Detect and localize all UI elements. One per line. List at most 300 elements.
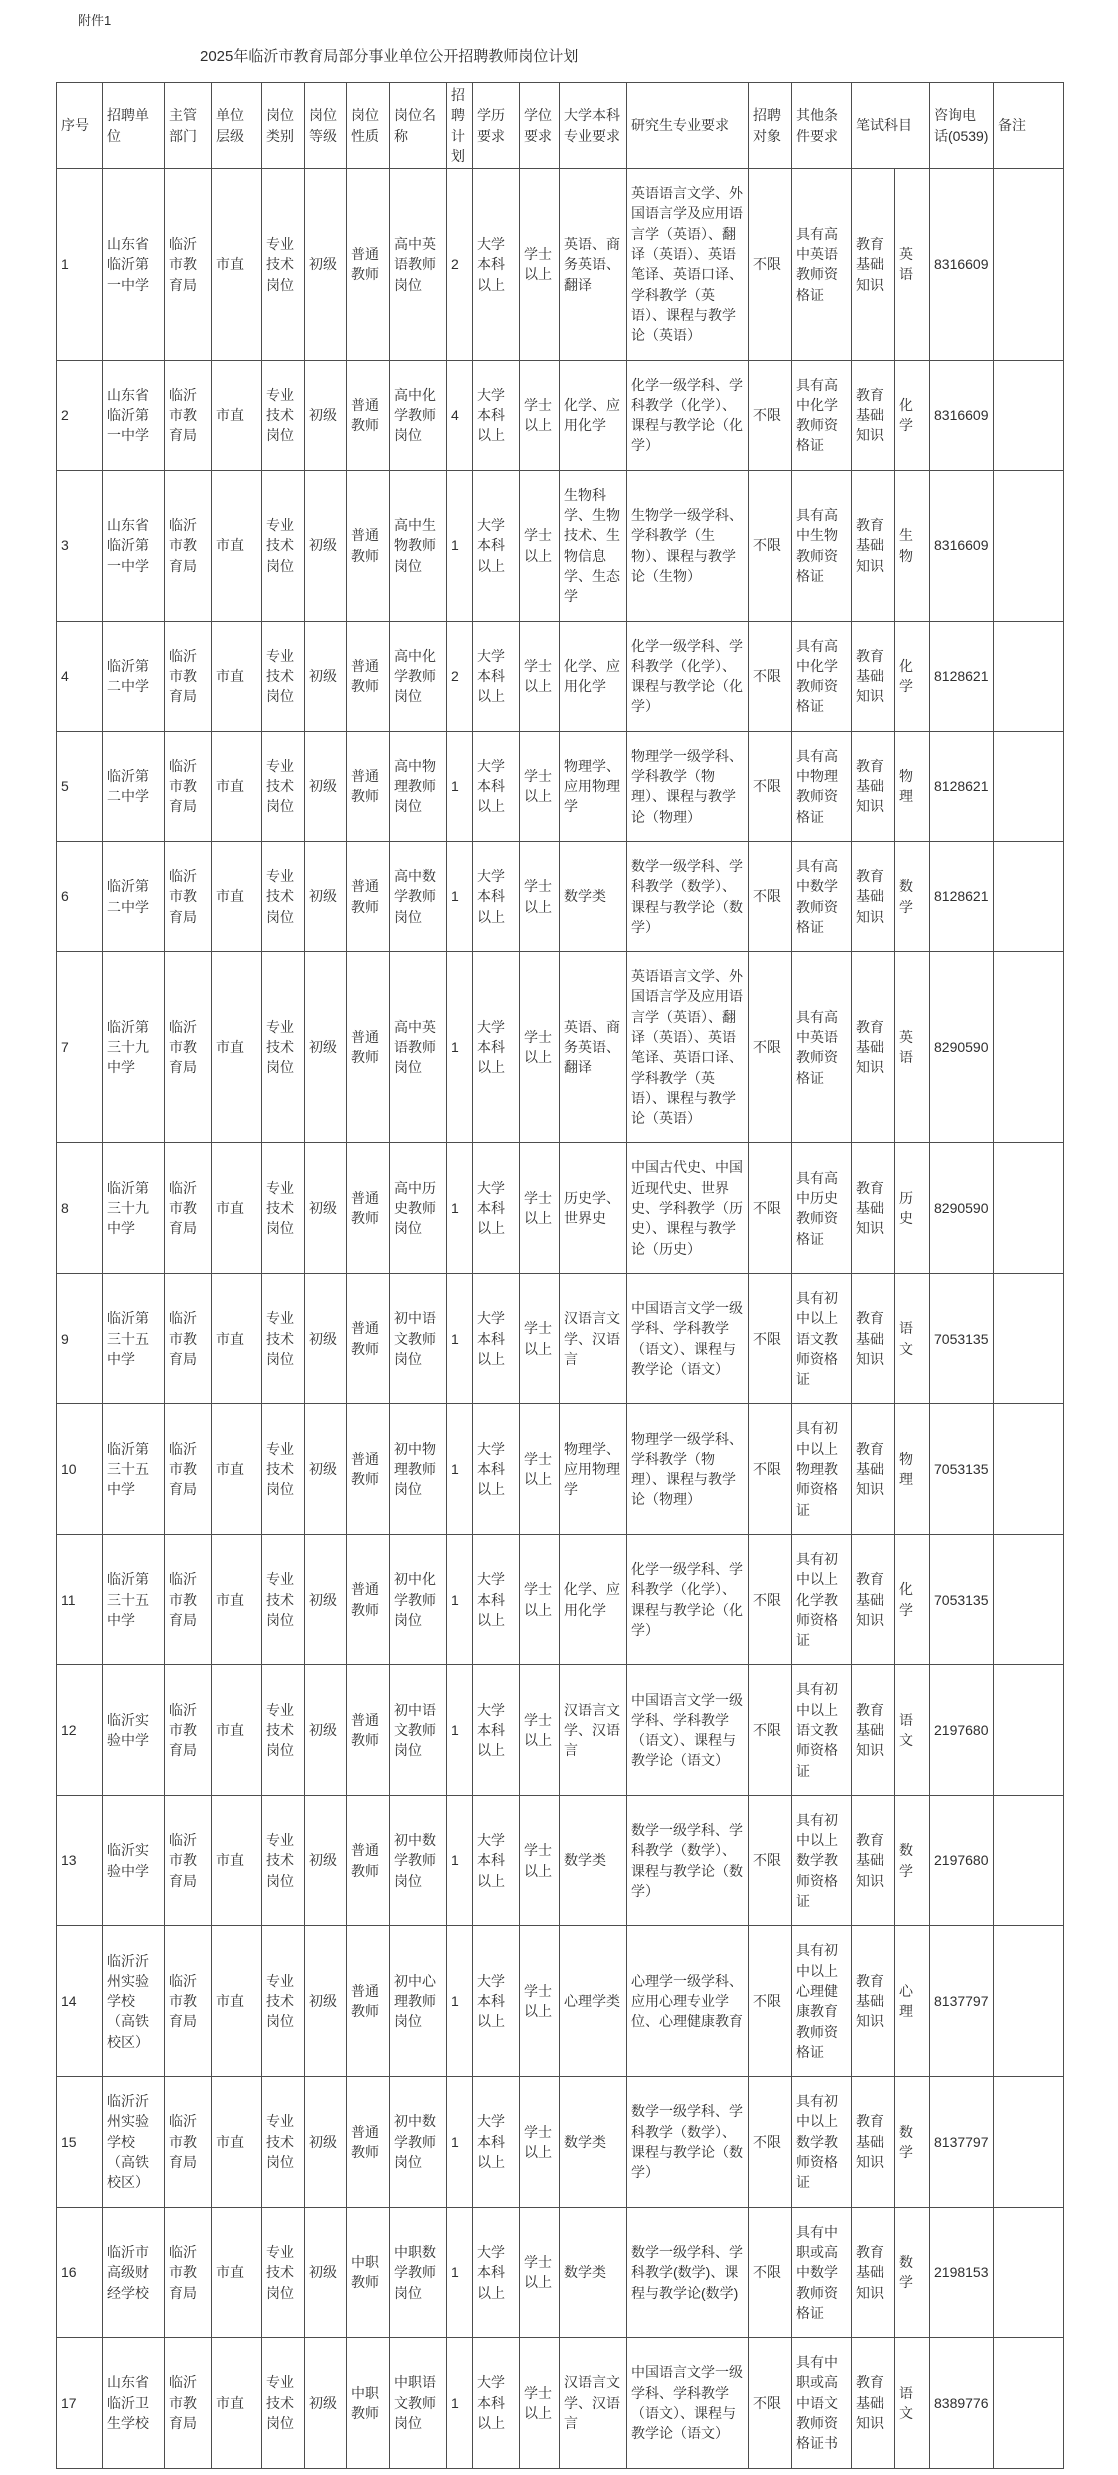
cell-remark (994, 621, 1064, 731)
cell-plan: 1 (447, 1926, 473, 2077)
cell-graduate-major: 中国语言文学一级学科、学科教学（语文）、课程与教学论（语文） (627, 2338, 749, 2468)
cell-target: 不限 (749, 2077, 792, 2207)
recruitment-table (56, 82, 1064, 2469)
cell-written-subject-base: 教育基础知识 (852, 1926, 895, 2077)
cell-undergrad-major: 生物科学、生物技术、生物信息学、生态学 (560, 470, 627, 621)
cell-position: 高中化学教师岗位 (390, 360, 447, 470)
table-row (57, 1273, 1064, 1403)
cell-nature: 普通教师 (347, 1665, 390, 1795)
cell-plan: 4 (447, 360, 473, 470)
table-row (57, 841, 1064, 951)
cell-level: 市直 (212, 360, 262, 470)
cell-plan: 2 (447, 621, 473, 731)
cell-undergrad-major: 数学类 (560, 1795, 627, 1925)
cell-phone: 2198153 (930, 2207, 994, 2337)
cell-category: 专业技术岗位 (262, 1273, 305, 1403)
cell-category: 专业技术岗位 (262, 841, 305, 951)
cell-target: 不限 (749, 621, 792, 731)
cell-target: 不限 (749, 1404, 792, 1534)
cell-level: 市直 (212, 2077, 262, 2207)
table-row (57, 1795, 1064, 1925)
cell-level: 市直 (212, 1665, 262, 1795)
cell-graduate-major: 数学一级学科、学科教学（数学）、课程与教学论（数学） (627, 2077, 749, 2207)
cell-other-requirements: 具有初中以上心理健康教育教师资格证 (792, 1926, 852, 2077)
th-seq: 序号 (57, 83, 103, 169)
table-row (57, 2077, 1064, 2207)
table-body (57, 169, 1064, 2468)
cell-remark (994, 1273, 1064, 1403)
cell-degree: 学士以上 (520, 2338, 560, 2468)
cell-unit: 临沂实验中学 (103, 1665, 165, 1795)
cell-category: 专业技术岗位 (262, 731, 305, 841)
cell-degree: 学士以上 (520, 470, 560, 621)
cell-position: 高中物理教师岗位 (390, 731, 447, 841)
cell-degree: 学士以上 (520, 841, 560, 951)
cell-education: 大学本科以上 (473, 621, 520, 731)
table-row (57, 470, 1064, 621)
cell-grade: 初级 (305, 621, 347, 731)
cell-nature: 普通教师 (347, 1404, 390, 1534)
cell-degree: 学士以上 (520, 1273, 560, 1403)
cell-plan: 1 (447, 731, 473, 841)
cell-target: 不限 (749, 952, 792, 1143)
th-grade: 岗位等级 (305, 83, 347, 169)
cell-level: 市直 (212, 1926, 262, 2077)
cell-written-subject-base: 教育基础知识 (852, 2077, 895, 2207)
table-row (57, 169, 1064, 360)
cell-position: 高中历史教师岗位 (390, 1143, 447, 1273)
cell-grade: 初级 (305, 1665, 347, 1795)
cell-other-requirements: 具有初中以上语文教师资格证 (792, 1273, 852, 1403)
cell-level: 市直 (212, 470, 262, 621)
cell-unit: 山东省临沂卫生学校 (103, 2338, 165, 2468)
th-nature: 岗位性质 (347, 83, 390, 169)
th-category: 岗位类别 (262, 83, 305, 169)
cell-grade: 初级 (305, 360, 347, 470)
cell-phone: 8128621 (930, 621, 994, 731)
cell-written-subject: 英语 (895, 952, 930, 1143)
cell-education: 大学本科以上 (473, 952, 520, 1143)
cell-seq: 9 (57, 1273, 103, 1403)
cell-undergrad-major: 数学类 (560, 2077, 627, 2207)
cell-education: 大学本科以上 (473, 470, 520, 621)
header-row (57, 83, 1064, 169)
cell-seq: 17 (57, 2338, 103, 2468)
cell-nature: 普通教师 (347, 1534, 390, 1664)
cell-position: 初中化学教师岗位 (390, 1534, 447, 1664)
cell-education: 大学本科以上 (473, 1795, 520, 1925)
cell-degree: 学士以上 (520, 1926, 560, 2077)
cell-category: 专业技术岗位 (262, 470, 305, 621)
cell-phone: 8137797 (930, 1926, 994, 2077)
cell-remark (994, 1795, 1064, 1925)
cell-education: 大学本科以上 (473, 841, 520, 951)
th-phone: 咨询电话(0539) (930, 83, 994, 169)
cell-plan: 1 (447, 2338, 473, 2468)
cell-undergrad-major: 心理学类 (560, 1926, 627, 2077)
cell-graduate-major: 中国语言文学一级学科、学科教学（语文）、课程与教学论（语文） (627, 1665, 749, 1795)
cell-education: 大学本科以上 (473, 1273, 520, 1403)
cell-nature: 普通教师 (347, 621, 390, 731)
cell-written-subject-base: 教育基础知识 (852, 731, 895, 841)
cell-department: 临沂市教育局 (165, 2338, 212, 2468)
cell-other-requirements: 具有高中化学教师资格证 (792, 360, 852, 470)
cell-seq: 8 (57, 1143, 103, 1273)
cell-target: 不限 (749, 1143, 792, 1273)
cell-written-subject-base: 教育基础知识 (852, 470, 895, 621)
cell-other-requirements: 具有初中以上数学教师资格证 (792, 1795, 852, 1925)
cell-degree: 学士以上 (520, 1143, 560, 1273)
cell-written-subject-base: 教育基础知识 (852, 841, 895, 951)
cell-written-subject: 化学 (895, 1534, 930, 1664)
cell-seq: 10 (57, 1404, 103, 1534)
cell-level: 市直 (212, 1404, 262, 1534)
cell-target: 不限 (749, 2207, 792, 2337)
page-title: 2025年临沂市教育局部分事业单位公开招聘教师岗位计划 (200, 48, 579, 65)
cell-undergrad-major: 数学类 (560, 2207, 627, 2337)
cell-category: 专业技术岗位 (262, 360, 305, 470)
cell-degree: 学士以上 (520, 952, 560, 1143)
th-degree: 学位要求 (520, 83, 560, 169)
cell-grade: 初级 (305, 1273, 347, 1403)
cell-department: 临沂市教育局 (165, 2077, 212, 2207)
cell-department: 临沂市教育局 (165, 952, 212, 1143)
cell-department: 临沂市教育局 (165, 1534, 212, 1664)
cell-category: 专业技术岗位 (262, 169, 305, 360)
th-unit: 招聘单位 (103, 83, 165, 169)
cell-department: 临沂市教育局 (165, 1143, 212, 1273)
cell-seq: 6 (57, 841, 103, 951)
cell-department: 临沂市教育局 (165, 1926, 212, 2077)
cell-grade: 初级 (305, 731, 347, 841)
cell-category: 专业技术岗位 (262, 1404, 305, 1534)
table-row (57, 1143, 1064, 1273)
cell-undergrad-major: 汉语言文学、汉语言 (560, 1665, 627, 1795)
cell-grade: 初级 (305, 2077, 347, 2207)
cell-phone: 8290590 (930, 952, 994, 1143)
table-row (57, 2338, 1064, 2468)
cell-graduate-major: 数学一级学科、学科教学（数学）、课程与教学论（数学） (627, 1795, 749, 1925)
cell-seq: 11 (57, 1534, 103, 1664)
cell-seq: 4 (57, 621, 103, 731)
cell-category: 专业技术岗位 (262, 952, 305, 1143)
table-row (57, 360, 1064, 470)
cell-position: 初中数学教师岗位 (390, 2077, 447, 2207)
cell-seq: 7 (57, 952, 103, 1143)
cell-remark (994, 1143, 1064, 1273)
cell-seq: 5 (57, 731, 103, 841)
cell-position: 初中物理教师岗位 (390, 1404, 447, 1534)
cell-phone: 8389776 (930, 2338, 994, 2468)
th-position: 岗位名称 (390, 83, 447, 169)
cell-written-subject-base: 教育基础知识 (852, 360, 895, 470)
cell-level: 市直 (212, 1795, 262, 1925)
cell-undergrad-major: 化学、应用化学 (560, 621, 627, 731)
cell-unit: 山东省临沂第一中学 (103, 470, 165, 621)
cell-written-subject: 语文 (895, 2338, 930, 2468)
cell-written-subject: 心理 (895, 1926, 930, 2077)
cell-education: 大学本科以上 (473, 169, 520, 360)
cell-position: 中职语文教师岗位 (390, 2338, 447, 2468)
cell-other-requirements: 具有初中以上数学教师资格证 (792, 2077, 852, 2207)
cell-position: 高中数学教师岗位 (390, 841, 447, 951)
cell-education: 大学本科以上 (473, 2207, 520, 2337)
cell-undergrad-major: 汉语言文学、汉语言 (560, 2338, 627, 2468)
cell-grade: 初级 (305, 169, 347, 360)
cell-degree: 学士以上 (520, 621, 560, 731)
cell-level: 市直 (212, 621, 262, 731)
table-row (57, 1534, 1064, 1664)
cell-position: 高中化学教师岗位 (390, 621, 447, 731)
cell-undergrad-major: 物理学、应用物理学 (560, 731, 627, 841)
cell-nature: 中职教师 (347, 2207, 390, 2337)
cell-written-subject-base: 教育基础知识 (852, 1143, 895, 1273)
cell-undergrad-major: 英语、商务英语、翻译 (560, 952, 627, 1143)
cell-level: 市直 (212, 2338, 262, 2468)
cell-grade: 初级 (305, 1926, 347, 2077)
cell-category: 专业技术岗位 (262, 621, 305, 731)
cell-written-subject: 物理 (895, 731, 930, 841)
cell-grade: 初级 (305, 841, 347, 951)
cell-phone: 8316609 (930, 360, 994, 470)
cell-category: 专业技术岗位 (262, 2207, 305, 2337)
cell-written-subject-base: 教育基础知识 (852, 1273, 895, 1403)
cell-other-requirements: 具有初中以上化学教师资格证 (792, 1534, 852, 1664)
cell-category: 专业技术岗位 (262, 1926, 305, 2077)
th-level: 单位层级 (212, 83, 262, 169)
cell-target: 不限 (749, 1795, 792, 1925)
cell-grade: 初级 (305, 2207, 347, 2337)
cell-nature: 普通教师 (347, 1273, 390, 1403)
cell-undergrad-major: 化学、应用化学 (560, 1534, 627, 1664)
th-education: 学历要求 (473, 83, 520, 169)
cell-other-requirements: 具有高中数学教师资格证 (792, 841, 852, 951)
cell-other-requirements: 具有初中以上物理教师资格证 (792, 1404, 852, 1534)
cell-written-subject-base: 教育基础知识 (852, 169, 895, 360)
cell-other-requirements: 具有中职或高中语文教师资格证书 (792, 2338, 852, 2468)
cell-seq: 16 (57, 2207, 103, 2337)
cell-phone: 8128621 (930, 731, 994, 841)
cell-category: 专业技术岗位 (262, 1534, 305, 1664)
cell-education: 大学本科以上 (473, 2338, 520, 2468)
table-row (57, 621, 1064, 731)
cell-unit: 临沂沂州实验学校（高铁校区） (103, 1926, 165, 2077)
attachment-label: 附件1 (78, 13, 112, 28)
cell-level: 市直 (212, 841, 262, 951)
cell-other-requirements: 具有高中生物教师资格证 (792, 470, 852, 621)
cell-grade: 初级 (305, 1143, 347, 1273)
cell-plan: 1 (447, 952, 473, 1143)
cell-remark (994, 952, 1064, 1143)
cell-degree: 学士以上 (520, 731, 560, 841)
cell-unit: 临沂第三十五中学 (103, 1404, 165, 1534)
cell-degree: 学士以上 (520, 360, 560, 470)
cell-written-subject-base: 教育基础知识 (852, 1665, 895, 1795)
cell-position: 高中英语教师岗位 (390, 952, 447, 1143)
cell-education: 大学本科以上 (473, 2077, 520, 2207)
th-remark: 备注 (994, 83, 1064, 169)
cell-nature: 普通教师 (347, 169, 390, 360)
table-row (57, 952, 1064, 1143)
cell-remark (994, 731, 1064, 841)
cell-written-subject: 化学 (895, 621, 930, 731)
cell-written-subject-base: 教育基础知识 (852, 952, 895, 1143)
th-written-subject: 笔试科目 (852, 83, 930, 169)
cell-plan: 1 (447, 2207, 473, 2337)
cell-level: 市直 (212, 952, 262, 1143)
cell-unit: 临沂第三十九中学 (103, 1143, 165, 1273)
cell-plan: 1 (447, 1273, 473, 1403)
cell-undergrad-major: 物理学、应用物理学 (560, 1404, 627, 1534)
cell-phone: 8316609 (930, 169, 994, 360)
cell-position: 高中英语教师岗位 (390, 169, 447, 360)
cell-target: 不限 (749, 470, 792, 621)
cell-phone: 7053135 (930, 1404, 994, 1534)
table-row (57, 1926, 1064, 2077)
cell-department: 临沂市教育局 (165, 169, 212, 360)
cell-nature: 普通教师 (347, 470, 390, 621)
cell-unit: 临沂第二中学 (103, 841, 165, 951)
cell-remark (994, 169, 1064, 360)
cell-grade: 初级 (305, 1795, 347, 1925)
cell-nature: 普通教师 (347, 1926, 390, 2077)
th-graduate-major: 研究生专业要求 (627, 83, 749, 169)
cell-position: 高中生物教师岗位 (390, 470, 447, 621)
cell-education: 大学本科以上 (473, 731, 520, 841)
cell-unit: 临沂第二中学 (103, 731, 165, 841)
cell-nature: 普通教师 (347, 731, 390, 841)
cell-undergrad-major: 化学、应用化学 (560, 360, 627, 470)
cell-phone: 7053135 (930, 1534, 994, 1664)
cell-other-requirements: 具有高中物理教师资格证 (792, 731, 852, 841)
cell-department: 临沂市教育局 (165, 1665, 212, 1795)
cell-graduate-major: 英语语言文学、外国语言学及应用语言学（英语）、翻译（英语）、英语笔译、英语口译、学科教学（英语）、课程与教学论（英语） (627, 169, 749, 360)
cell-written-subject-base: 教育基础知识 (852, 1534, 895, 1664)
cell-graduate-major: 生物学一级学科、学科教学（生物）、课程与教学论（生物） (627, 470, 749, 621)
cell-department: 临沂市教育局 (165, 2207, 212, 2337)
cell-unit: 临沂市高级财经学校 (103, 2207, 165, 2337)
cell-remark (994, 2338, 1064, 2468)
cell-position: 初中心理教师岗位 (390, 1926, 447, 2077)
cell-department: 临沂市教育局 (165, 470, 212, 621)
th-other-requirements: 其他条件要求 (792, 83, 852, 169)
cell-graduate-major: 数学一级学科、学科教学（数学）、课程与教学论（数学） (627, 841, 749, 951)
cell-nature: 普通教师 (347, 2077, 390, 2207)
cell-written-subject: 历史 (895, 1143, 930, 1273)
cell-phone: 2197680 (930, 1795, 994, 1925)
cell-plan: 1 (447, 1665, 473, 1795)
cell-written-subject: 化学 (895, 360, 930, 470)
table-row (57, 1404, 1064, 1534)
cell-department: 临沂市教育局 (165, 1404, 212, 1534)
cell-phone: 8137797 (930, 2077, 994, 2207)
cell-target: 不限 (749, 169, 792, 360)
cell-remark (994, 2077, 1064, 2207)
cell-department: 临沂市教育局 (165, 731, 212, 841)
cell-phone: 8316609 (930, 470, 994, 621)
cell-plan: 1 (447, 2077, 473, 2207)
cell-written-subject-base: 教育基础知识 (852, 1404, 895, 1534)
cell-category: 专业技术岗位 (262, 2338, 305, 2468)
cell-target: 不限 (749, 2338, 792, 2468)
cell-position: 中职数学教师岗位 (390, 2207, 447, 2337)
cell-position: 初中语文教师岗位 (390, 1665, 447, 1795)
cell-graduate-major: 英语语言文学、外国语言学及应用语言学（英语）、翻译（英语）、英语笔译、英语口译、学科教学（英语）、课程与教学论（英语） (627, 952, 749, 1143)
cell-grade: 初级 (305, 470, 347, 621)
cell-graduate-major: 中国语言文学一级学科、学科教学（语文）、课程与教学论（语文） (627, 1273, 749, 1403)
cell-grade: 初级 (305, 952, 347, 1143)
cell-remark (994, 1665, 1064, 1795)
cell-department: 临沂市教育局 (165, 1273, 212, 1403)
cell-unit: 临沂第三十九中学 (103, 952, 165, 1143)
cell-undergrad-major: 英语、商务英语、翻译 (560, 169, 627, 360)
cell-position: 初中数学教师岗位 (390, 1795, 447, 1925)
cell-undergrad-major: 历史学、世界史 (560, 1143, 627, 1273)
cell-seq: 3 (57, 470, 103, 621)
cell-education: 大学本科以上 (473, 1143, 520, 1273)
cell-unit: 临沂沂州实验学校（高铁校区） (103, 2077, 165, 2207)
cell-level: 市直 (212, 1143, 262, 1273)
cell-category: 专业技术岗位 (262, 1665, 305, 1795)
cell-seq: 15 (57, 2077, 103, 2207)
cell-written-subject: 生物 (895, 470, 930, 621)
th-undergrad-major: 大学本科专业要求 (560, 83, 627, 169)
cell-level: 市直 (212, 731, 262, 841)
cell-remark (994, 2207, 1064, 2337)
cell-grade: 初级 (305, 2338, 347, 2468)
cell-target: 不限 (749, 1926, 792, 2077)
cell-unit: 临沂第二中学 (103, 621, 165, 731)
cell-plan: 2 (447, 169, 473, 360)
cell-level: 市直 (212, 1534, 262, 1664)
cell-seq: 13 (57, 1795, 103, 1925)
cell-level: 市直 (212, 2207, 262, 2337)
cell-other-requirements: 具有高中英语教师资格证 (792, 952, 852, 1143)
cell-remark (994, 470, 1064, 621)
cell-written-subject: 数学 (895, 841, 930, 951)
cell-plan: 1 (447, 1143, 473, 1273)
cell-remark (994, 1404, 1064, 1534)
cell-written-subject: 数学 (895, 2077, 930, 2207)
cell-nature: 普通教师 (347, 360, 390, 470)
cell-remark (994, 1534, 1064, 1664)
cell-written-subject: 语文 (895, 1665, 930, 1795)
cell-education: 大学本科以上 (473, 1665, 520, 1795)
cell-category: 专业技术岗位 (262, 1143, 305, 1273)
cell-unit: 临沂第三十五中学 (103, 1273, 165, 1403)
cell-written-subject: 物理 (895, 1404, 930, 1534)
cell-written-subject: 数学 (895, 1795, 930, 1925)
cell-category: 专业技术岗位 (262, 2077, 305, 2207)
cell-education: 大学本科以上 (473, 1404, 520, 1534)
cell-degree: 学士以上 (520, 1795, 560, 1925)
cell-unit: 山东省临沂第一中学 (103, 169, 165, 360)
cell-education: 大学本科以上 (473, 1534, 520, 1664)
cell-graduate-major: 物理学一级学科、学科教学（物理）、课程与教学论（物理） (627, 731, 749, 841)
cell-level: 市直 (212, 169, 262, 360)
table-header (57, 83, 1064, 169)
cell-education: 大学本科以上 (473, 1926, 520, 2077)
cell-phone: 2197680 (930, 1665, 994, 1795)
cell-written-subject-base: 教育基础知识 (852, 621, 895, 731)
cell-degree: 学士以上 (520, 2077, 560, 2207)
cell-degree: 学士以上 (520, 1404, 560, 1534)
cell-grade: 初级 (305, 1404, 347, 1534)
cell-other-requirements: 具有高中历史教师资格证 (792, 1143, 852, 1273)
cell-degree: 学士以上 (520, 1665, 560, 1795)
cell-target: 不限 (749, 1273, 792, 1403)
cell-unit: 山东省临沂第一中学 (103, 360, 165, 470)
